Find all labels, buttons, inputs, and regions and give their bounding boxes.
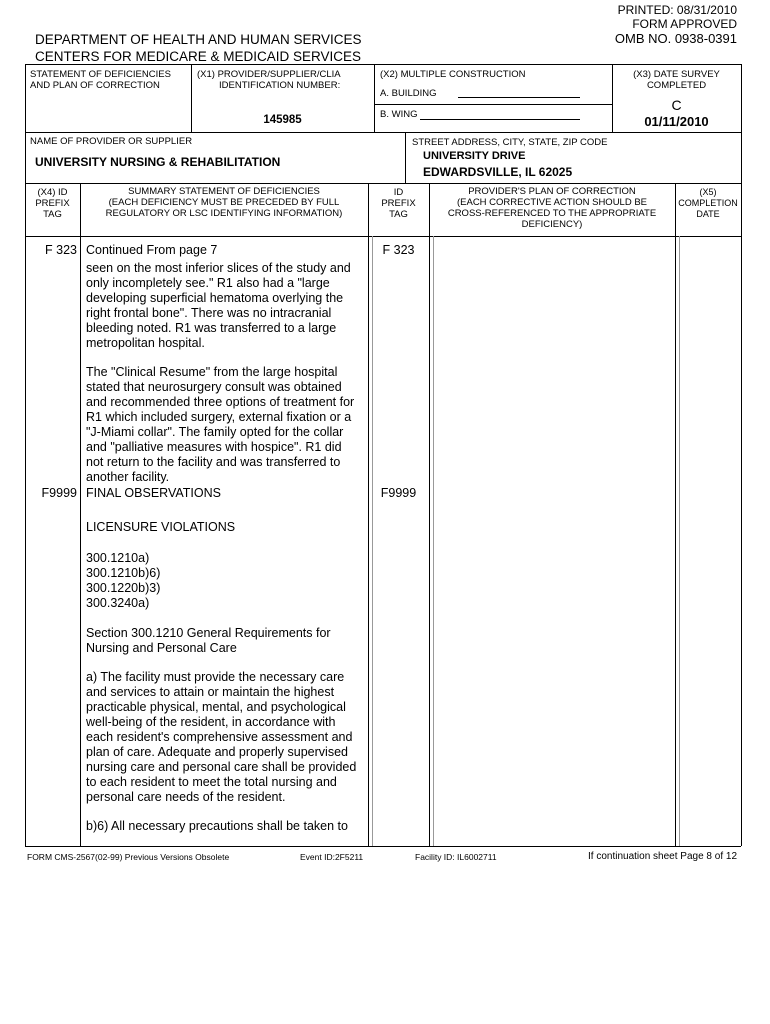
- rule-address-left: [405, 132, 406, 183]
- street-address: UNIVERSITY DRIVE: [423, 150, 526, 162]
- rule-left-border: [25, 64, 26, 846]
- regulation-item: 300.1220b)3): [86, 581, 161, 595]
- paragraph-requirement-b6: b)6) All necessary precautions shall be taken to: [86, 819, 348, 833]
- rule-building-wing: [374, 104, 612, 105]
- summary-header: SUMMARY STATEMENT OF DEFICIENCIES (EACH DEFICIENCY MUST BE PRECEDED BY FULL REGULATORY OR LSC IDENTIFYING INFORMATION): [105, 186, 343, 219]
- provider-id: 145985: [263, 114, 302, 126]
- tag-left-f9999: F9999: [41, 486, 77, 500]
- building-label: A. BUILDING: [380, 88, 437, 99]
- provider-name-label: NAME OF PROVIDER OR SUPPLIER: [30, 136, 193, 147]
- survey-code: C: [671, 97, 682, 113]
- printed-date: PRINTED: 08/31/2010: [617, 3, 737, 17]
- regulation-item: 300.1210a): [86, 551, 150, 565]
- footer-event-id: Event ID:2F5211: [300, 852, 364, 862]
- final-observations: FINAL OBSERVATIONS: [86, 486, 221, 500]
- omb-number: OMB NO. 0938-0391: [614, 31, 737, 46]
- rule-col-plan-inner: [433, 236, 434, 846]
- rule-col-x5: [675, 183, 676, 846]
- regulation-item: 300.3240a): [86, 596, 150, 610]
- department-title: DEPARTMENT OF HEALTH AND HUMAN SERVICES: [35, 32, 362, 47]
- city-state-zip: EDWARDSVILLE, IL 62025: [423, 165, 573, 179]
- regulation-item: 300.1210b)6): [86, 566, 161, 580]
- address-label: STREET ADDRESS, CITY, STATE, ZIP CODE: [412, 137, 608, 148]
- rule-x2-left: [374, 64, 375, 132]
- tag-right-f323: F 323: [382, 243, 415, 257]
- id-header: ID PREFIX TAG: [381, 187, 416, 220]
- form-approved: FORM APPROVED: [632, 17, 737, 31]
- rule-col-x5-inner: [679, 236, 680, 846]
- licensure-violations: LICENSURE VIOLATIONS: [86, 520, 236, 534]
- building-line: [458, 97, 580, 98]
- paragraph-imaging: seen on the most inferior slices of the study and only incompletely see." R1 also had a "large developing superficial hematoma overlying the right frontal bone". There was no intracranial bleeding noted. R1 was transferred to a large metropolitan hospital.: [86, 261, 351, 350]
- x5-header: (X5) COMPLETION DATE: [678, 187, 738, 219]
- rule-col-plan: [429, 183, 430, 846]
- wing-label: B. WING: [380, 109, 418, 120]
- continued-from: Continued From page 7: [86, 243, 218, 257]
- centers-title: CENTERS FOR MEDICARE & MEDICAID SERVICES: [35, 49, 362, 64]
- paragraph-clinical-resume: The "Clinical Resume" from the large hospital stated that neurosurgery consult was obtained and recommended three options of treatment for R1 which included surgery, external fixation or a "J-Miami collar". The family opted for the collar and "palliative measures with hospice". R1 did not return to the facility and was transferred to another facility.: [86, 365, 355, 484]
- statement-label: STATEMENT OF DEFICIENCIES AND PLAN OF CORRECTION: [30, 69, 171, 91]
- x1-label: (X1) PROVIDER/SUPPLIER/CLIA IDENTIFICATION NUMBER:: [197, 69, 341, 91]
- survey-date: 01/11/2010: [644, 114, 709, 129]
- paragraph-requirement-a: a) The facility must provide the necessary care and services to attain or maintain the highest practicable physical, mental, and psychological well-being of the resident, in accordance with each resident's comprehensive assessment and plan of care. Adequate and properly supervised nursing care and personal care shall be provided to each resident to meet the total nursing and personal care needs of the resident.: [86, 670, 357, 804]
- provider-name: UNIVERSITY NURSING & REHABILITATION: [35, 155, 281, 169]
- rule-col-header: [25, 183, 741, 184]
- rule-right-border: [741, 64, 742, 846]
- x4-header: (X4) ID PREFIX TAG: [35, 187, 70, 220]
- footer-facility-id: Facility ID: IL6002711: [415, 852, 497, 862]
- rule-col-id: [368, 183, 369, 846]
- rule-col-summary: [80, 183, 81, 846]
- rule-body: [25, 236, 741, 237]
- tag-left-f323: F 323: [45, 243, 77, 257]
- plan-header: PROVIDER'S PLAN OF CORRECTION (EACH CORRECTIVE ACTION SHOULD BE CROSS-REFERENCED TO THE APPROPRIATE DEFICIENCY): [447, 186, 657, 230]
- x3-label: (X3) DATE SURVEY COMPLETED: [633, 69, 720, 91]
- wing-line: [420, 119, 580, 120]
- rule-top: [25, 64, 741, 65]
- regulation-list: [86, 551, 160, 611]
- section-heading: Section 300.1210 General Requirements for Nursing and Personal Care: [86, 626, 331, 655]
- x2-label: (X2) MULTIPLE CONSTRUCTION: [380, 69, 526, 80]
- rule-bottom: [25, 846, 741, 847]
- footer-page: If continuation sheet Page 8 of 12: [588, 851, 737, 862]
- rule-provider: [25, 132, 741, 133]
- tag-right-f9999: F9999: [380, 486, 417, 500]
- footer-form: FORM CMS-2567(02-99) Previous Versions Obsolete: [27, 852, 230, 862]
- rule-col-id-inner: [372, 236, 373, 846]
